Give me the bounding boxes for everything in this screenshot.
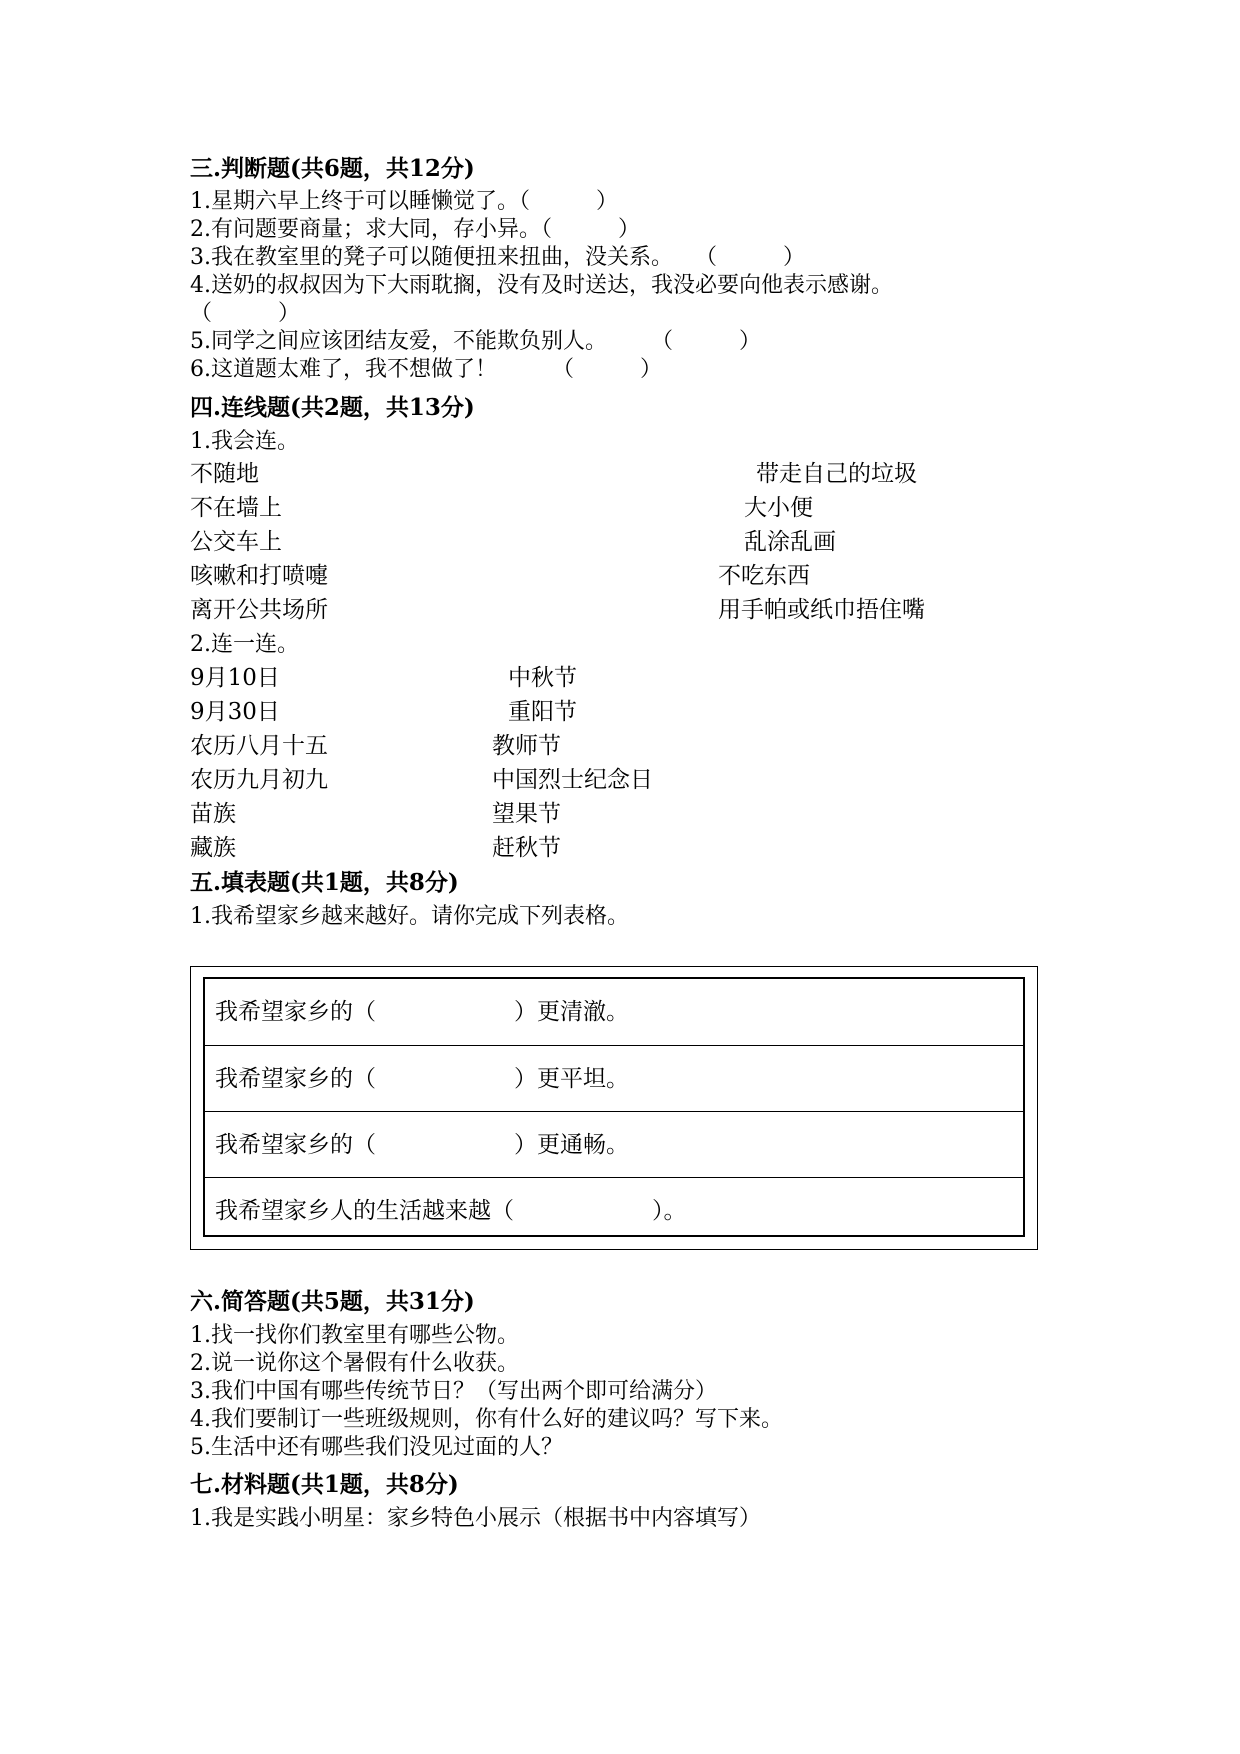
judge-item-1: 1.星期六早上终于可以睡懒觉了。（ ） (190, 189, 618, 214)
match-q1-title: 1.我会连。 (190, 429, 299, 454)
match-q1-right-5: 用手帕或纸巾捂住嘴 (718, 597, 925, 623)
match-q1-left-5: 离开公共场所 (190, 597, 328, 623)
match-q2-right-2: 重阳节 (508, 699, 577, 725)
match-q1-left-2: 不在墙上 (190, 495, 282, 521)
section-heading-match: 四.连线题(共2题，共13分) (190, 394, 475, 421)
short-item-5: 5.生活中还有哪些我们没见过面的人？ (190, 1435, 563, 1460)
section-heading-table: 五.填表题(共1题，共8分) (190, 869, 459, 896)
judge-item-2: 2.有问题要商量；求大同，存小异。（ ） (190, 217, 640, 242)
fill-table-row-1: 我希望家乡的（ ）更清澈。 (215, 999, 629, 1025)
short-item-4: 4.我们要制订一些班级规则，你有什么好的建议吗？写下来。 (190, 1407, 783, 1432)
judge-item-5: 5.同学之间应该团结友爱，不能欺负别人。 （ ） (190, 329, 761, 354)
match-q2-right-6: 赶秋节 (492, 835, 561, 861)
table-prompt: 1.我希望家乡越来越好。请你完成下列表格。 (190, 904, 629, 929)
fill-table (203, 977, 1025, 1237)
match-q2-left-2: 9月30日 (190, 699, 280, 725)
section-heading-short: 六.简答题(共5题，共31分) (190, 1288, 475, 1315)
section-heading-judge: 三.判断题(共6题，共12分) (190, 155, 475, 182)
match-q1-right-1: 带走自己的垃圾 (756, 461, 917, 487)
match-q1-right-2: 大小便 (744, 495, 813, 521)
match-q1-right-3: 乱涂乱画 (744, 529, 836, 555)
short-item-1: 1.找一找你们教室里有哪些公物。 (190, 1323, 519, 1348)
match-q2-right-3: 教师节 (492, 733, 561, 759)
fill-table-row-4: 我希望家乡人的生活越来越（ ）。 (205, 1177, 1023, 1243)
match-q1-left-4: 咳嗽和打喷嚏 (190, 563, 328, 589)
short-item-2: 2.说一说你这个暑假有什么收获。 (190, 1351, 519, 1376)
match-q2-right-1: 中秋节 (508, 665, 577, 691)
judge-item-6: 6.这道题太难了，我不想做了！ （ ） (190, 357, 662, 382)
match-q2-right-4: 中国烈士纪念日 (492, 767, 653, 793)
match-q2-left-6: 藏族 (190, 835, 236, 861)
match-q2-title: 2.连一连。 (190, 632, 299, 657)
fill-table-row-3: 我希望家乡的（ ）更通畅。 (205, 1111, 1023, 1177)
match-q1-right-4: 不吃东西 (718, 563, 810, 589)
match-q2-left-5: 苗族 (190, 801, 236, 827)
fill-table-frame (190, 966, 1038, 1250)
match-q2-right-5: 望果节 (492, 801, 561, 827)
material-item-1: 1.我是实践小明星：家乡特色小展示（根据书中内容填写） (190, 1506, 761, 1531)
short-item-3: 3.我们中国有哪些传统节日？（写出两个即可给满分） (190, 1379, 717, 1404)
judge-item-4: 4.送奶的叔叔因为下大雨耽搁，没有及时送达，我没必要向他表示感谢。 (190, 273, 893, 298)
match-q2-left-4: 农历九月初九 (190, 767, 328, 793)
match-q1-left-3: 公交车上 (190, 529, 282, 555)
judge-item-4-answer: （ ） (190, 301, 301, 326)
fill-table-row-2: 我希望家乡的（ ）更平坦。 (205, 1045, 1023, 1111)
section-heading-material: 七.材料题(共1题，共8分) (190, 1471, 459, 1498)
match-q2-left-3: 农历八月十五 (190, 733, 328, 759)
judge-item-3: 3.我在教室里的凳子可以随便扭来扭曲，没关系。 （ ） (190, 245, 805, 270)
match-q1-left-1: 不随地 (190, 461, 259, 487)
match-q2-left-1: 9月10日 (190, 665, 280, 691)
